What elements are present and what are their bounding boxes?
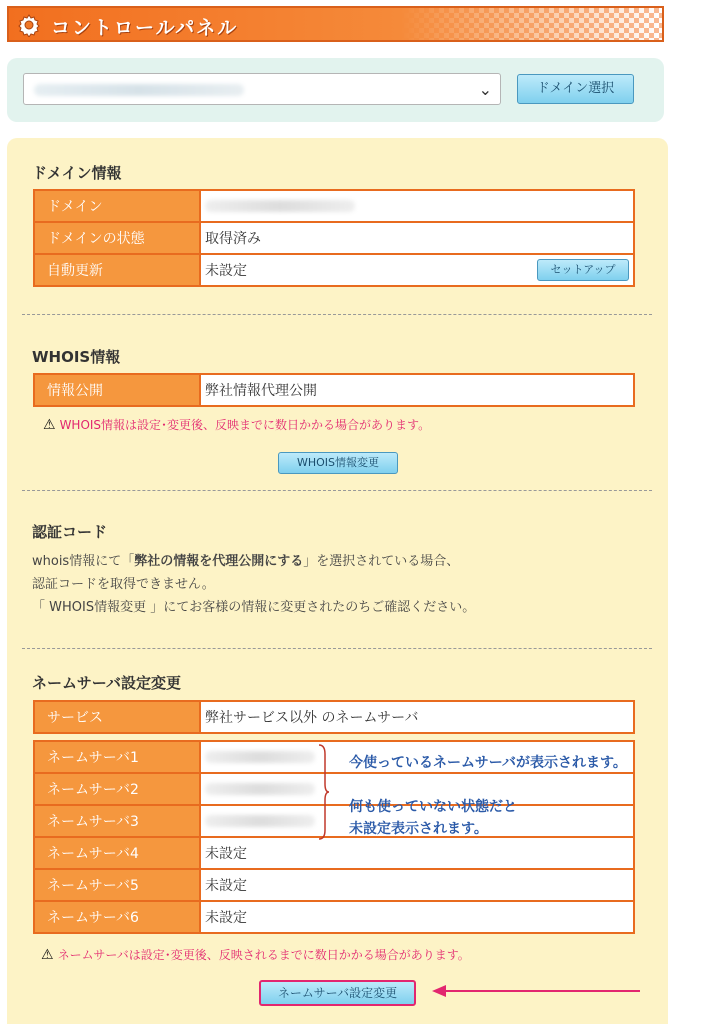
- auto-renew-status: 未設定: [205, 263, 247, 279]
- row-value: 未設定: [200, 837, 634, 869]
- domain-select-button[interactable]: ドメイン選択: [517, 74, 634, 104]
- row-value: [200, 190, 634, 222]
- table-row: [34, 254, 634, 286]
- whois-title: WHOIS情報: [32, 348, 121, 366]
- row-label: ネームサーバ2: [34, 773, 200, 805]
- auth-line-2: 認証コードを取得できません。: [32, 577, 215, 592]
- auth-code-title: 認証コード: [32, 523, 108, 541]
- table-row: [34, 837, 634, 869]
- nameserver-title: ネームサーバ設定変更: [32, 674, 181, 692]
- table-row: [34, 190, 634, 222]
- table-row: [34, 869, 634, 901]
- row-value: 弊社情報代理公開: [200, 374, 634, 406]
- blurred-nameserver: [205, 783, 315, 795]
- brace-annotation: [318, 744, 330, 840]
- page-title: コントロールパネル: [51, 17, 239, 39]
- text: whois情報にて「: [32, 554, 135, 569]
- divider: [22, 648, 652, 649]
- row-label: ドメイン: [34, 190, 200, 222]
- row-value: [200, 254, 634, 286]
- whois-warning: [43, 416, 430, 433]
- text-bold: 弊社の情報を代理公開にする: [134, 554, 304, 569]
- gear-icon: [17, 13, 41, 37]
- row-value: 取得済み: [200, 222, 634, 254]
- row-label: ネームサーバ1: [34, 741, 200, 773]
- warning-text: ネームサーバは設定･変更後、反映されるまでに数日かかる場合があります。: [57, 948, 470, 962]
- row-label: ドメインの状態: [34, 222, 200, 254]
- auth-code-text: [32, 550, 475, 619]
- row-label: ネームサーバ6: [34, 901, 200, 933]
- table-row: [34, 222, 634, 254]
- text: 」を選択されている場合、: [303, 554, 460, 569]
- divider: [22, 314, 652, 315]
- main-panel: [7, 138, 668, 1024]
- row-label: ネームサーバ5: [34, 869, 200, 901]
- domain-info-table: [33, 189, 635, 287]
- control-panel-header: [7, 6, 664, 42]
- auth-line-1: [32, 550, 475, 573]
- row-value: 未設定: [200, 869, 634, 901]
- blurred-nameserver: [205, 751, 315, 763]
- warning-text: WHOIS情報は設定･変更後、反映までに数日かかる場合があります。: [59, 418, 431, 432]
- chevron-down-icon: ⌄: [478, 80, 492, 99]
- row-label: ネームサーバ3: [34, 805, 200, 837]
- blurred-nameserver: [205, 815, 315, 827]
- blurred-domain-value: [34, 84, 244, 96]
- table-row: [34, 773, 634, 805]
- annotation-unused-2: 未設定表示されます。: [349, 821, 488, 837]
- row-label: 自動更新: [34, 254, 200, 286]
- divider: [22, 490, 652, 491]
- annotation-unused-1: 何も使っていない状態だと: [349, 799, 517, 815]
- table-row: [34, 805, 634, 837]
- nameserver-change-button[interactable]: ネームサーバ設定変更: [259, 980, 416, 1006]
- nameserver-warning: [41, 946, 470, 963]
- whois-change-button[interactable]: WHOIS情報変更: [278, 452, 398, 474]
- annotation-current: 今使っているネームサーバが表示されます。: [349, 755, 627, 771]
- domain-dropdown[interactable]: [23, 73, 501, 105]
- domain-select-bar: [7, 58, 664, 122]
- whois-table: [33, 373, 635, 407]
- row-label: 情報公開: [34, 374, 200, 406]
- auth-line-3: 「 WHOIS情報変更 」にてお客様の情報に変更されたのちご確認ください。: [32, 600, 476, 615]
- row-label: ネームサーバ4: [34, 837, 200, 869]
- arrow-left-icon: [430, 984, 642, 998]
- warning-icon: ⚠: [41, 947, 54, 963]
- service-table: [33, 700, 635, 734]
- blurred-domain-value: [205, 200, 355, 212]
- row-value: 弊社サービス以外 のネームサーバ: [200, 701, 634, 733]
- domain-info-title: ドメイン情報: [32, 164, 122, 182]
- setup-button[interactable]: セットアップ: [537, 259, 629, 281]
- table-row: [34, 701, 634, 733]
- row-label: サービス: [34, 701, 200, 733]
- warning-icon: ⚠: [43, 417, 56, 433]
- table-row: [34, 901, 634, 933]
- row-value: 未設定: [200, 901, 634, 933]
- table-row: [34, 374, 634, 406]
